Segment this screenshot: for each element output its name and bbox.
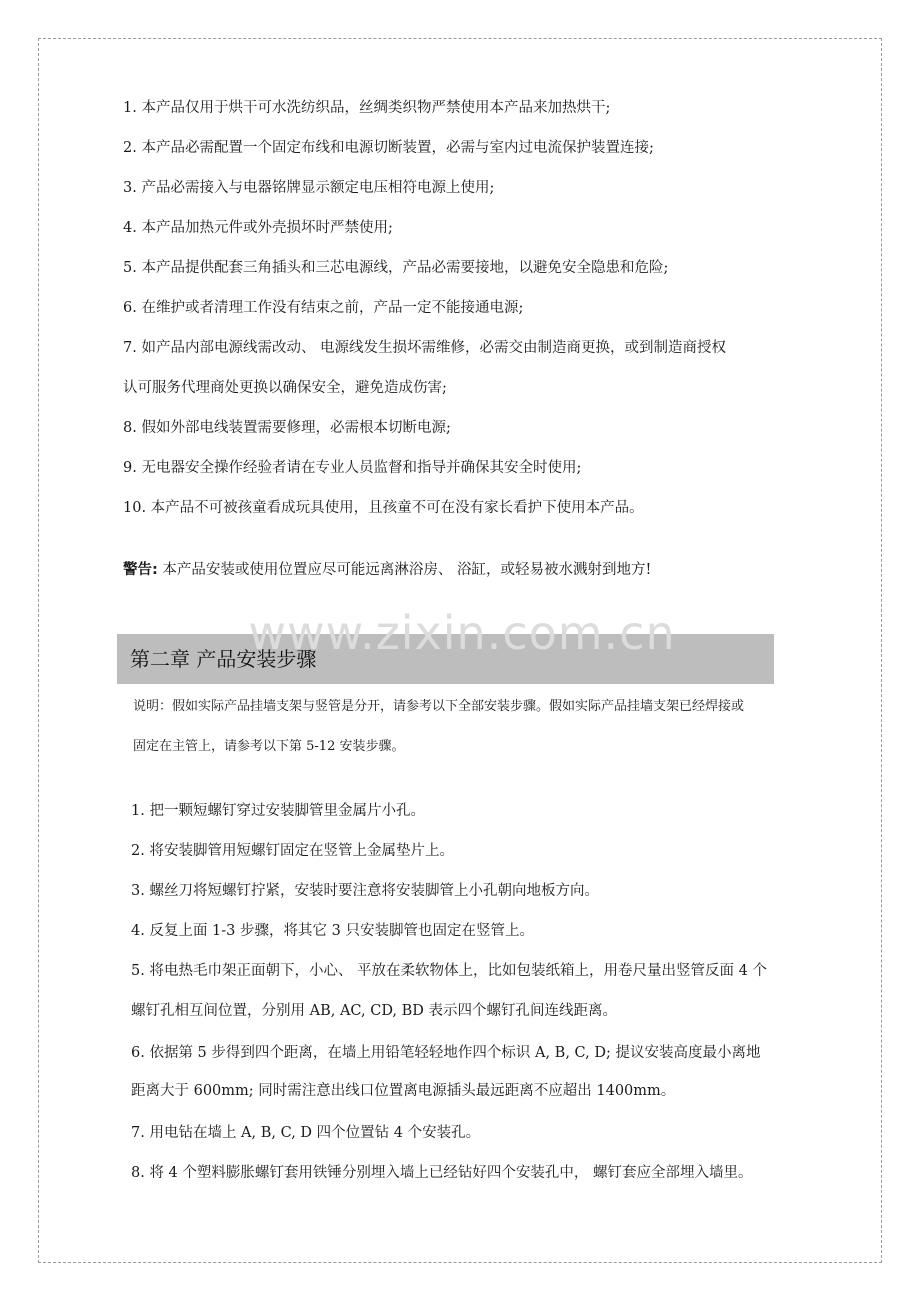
install-step-2: 2. 将安装脚管用短螺钉固定在竖管上金属垫片上。	[131, 843, 454, 859]
warning-text: 本产品安装或使用位置应尽可能远离淋浴房、 浴缸，或轻易被水溅射到地方!	[157, 562, 652, 578]
install-step-7: 7. 用电钻在墙上 A, B, C, D 四个位置钻 4 个安装孔。	[131, 1125, 481, 1141]
install-step-6-continued: 距离大于 600mm; 同时需注意出线口位置离电源插头最远距离不应超出 1400mm。	[131, 1083, 676, 1099]
safety-item-5: 5. 本产品提供配套三角插头和三芯电源线，产品必需要接地，以避免安全隐患和危险;	[123, 260, 669, 276]
safety-item-9: 9. 无电器安全操作经验者请在专业人员监督和指导并确保其安全时使用;	[123, 460, 582, 476]
safety-item-7-continued: 认可服务代理商处更换以确保安全，避免造成伤害;	[123, 380, 447, 396]
install-step-6: 6. 依据第 5 步得到四个距离，在墙上用铅笔轻轻地作四个标识 A, B, C, D; 提议安装高度最小离地	[131, 1045, 761, 1061]
note-line-2: 固定在主管上，请参考以下第 5-12 安装步骤。	[133, 739, 405, 754]
warning-notice	[123, 560, 651, 580]
install-step-3: 3. 螺丝刀将短螺钉拧紧，安装时要注意将安装脚管上小孔朝向地板方向。	[131, 883, 599, 899]
safety-item-3: 3. 产品必需接入与电器铭牌显示额定电压相符电源上使用;	[123, 180, 495, 196]
safety-item-7: 7. 如产品内部电源线需改动、 电源线发生损坏需维修，必需交由制造商更换，或到制造商授权	[123, 340, 727, 356]
watermark: www.zixin.com.cn	[248, 606, 676, 660]
note-line-1: 说明：假如实际产品挂墙支架与竖管是分开，请参考以下全部安装步骤。假如实际产品挂墙支架已经焊接或	[133, 699, 745, 714]
safety-item-1: 1. 本产品仅用于烘干可水洗纺织品，丝绸类织物严禁使用本产品来加热烘干;	[123, 100, 611, 116]
safety-item-4: 4. 本产品加热元件或外壳损坏时严禁使用;	[123, 220, 393, 236]
safety-item-10: 10. 本产品不可被孩童看成玩具使用，且孩童不可在没有家长看护下使用本产品。	[123, 500, 644, 516]
install-step-5-continued: 螺钉孔相互间位置，分别用 AB, AC, CD, BD 表示四个螺钉孔间连线距离。	[131, 1003, 618, 1019]
chapter-heading: 第二章 产品安装步骤	[130, 647, 317, 671]
safety-item-8: 8. 假如外部电线装置需要修理，必需根本切断电源;	[123, 420, 451, 436]
install-step-4: 4. 反复上面 1-3 步骤，将其它 3 只安装脚管也固定在竖管上。	[131, 923, 534, 939]
install-step-1: 1. 把一颗短螺钉穿过安装脚管里金属片小孔。	[131, 803, 425, 819]
install-step-5: 5. 将电热毛巾架正面朝下，小心、 平放在柔软物体上，比如包装纸箱上，用卷尺量出竖管反面 4 个	[131, 963, 767, 979]
warning-label: 警告:	[123, 562, 158, 578]
safety-item-2: 2. 本产品必需配置一个固定布线和电源切断装置，必需与室内过电流保护装置连接;	[123, 140, 654, 156]
chapter-heading-bar	[117, 634, 774, 684]
safety-item-6: 6. 在维护或者清理工作没有结束之前，产品一定不能接通电源;	[123, 300, 524, 316]
install-step-8: 8. 将 4 个塑料膨胀螺钉套用铁锤分别埋入墙上已经钻好四个安装孔中， 螺钉套应全部埋入墙里。	[131, 1165, 753, 1181]
